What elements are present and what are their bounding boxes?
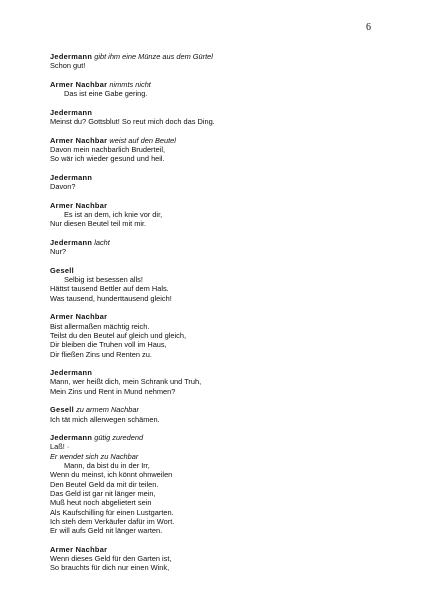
dialogue-block <box>50 238 380 257</box>
dialogue-block <box>50 52 380 71</box>
dialogue-block <box>50 173 380 192</box>
dialogue-block <box>50 136 380 164</box>
verse-line: Schon gut! <box>50 61 86 71</box>
stage-direction: gibt ihm eine Münze aus dem Gürtel <box>94 52 213 61</box>
verse-line: Meinst du? Gottsblut! So reut mich doch das Ding. <box>50 117 215 127</box>
speaker-line <box>50 52 380 61</box>
verse-line: Davon? <box>50 182 76 192</box>
verse-line: Muß heut noch abgelietert sein <box>50 498 152 508</box>
verse-line: Mann, da bist du in der Irr, <box>64 461 150 471</box>
verse-line: Mann, wer heißt dich, mein Schrank und Truh, <box>50 377 202 387</box>
speaker-name: Armer Nachbar <box>50 200 108 210</box>
speaker-name: Armer Nachbar <box>50 79 108 89</box>
speaker-name: Armer Nachbar <box>50 312 108 322</box>
verse-line: Hättst tausend Bettler auf dem Hals. <box>50 284 169 294</box>
dialogue-block <box>50 405 380 424</box>
verse-line: Dir bleiben die Truhen voll im Haus, <box>50 340 167 350</box>
verse-line: Bist allermaßen mächtig reich. <box>50 321 150 331</box>
dialogue-block <box>50 312 380 358</box>
verse-line: Laß! · <box>50 442 70 452</box>
speaker-name: Armer Nachbar <box>50 544 108 554</box>
speaker-name: Jedermann <box>50 368 93 378</box>
verse-line: Nur diesen Beutel teil mit mir. <box>50 219 147 229</box>
dialogue-block <box>50 433 380 535</box>
speaker-name: Jedermann <box>50 433 93 443</box>
verse-line: Es ist an dem, ich knie vor dir, <box>64 210 163 220</box>
verse-line: Mein Zins und Rent in Mund nehmen? <box>50 386 176 396</box>
verse-line: Was tausend, hunderttausend gleich! <box>50 293 172 303</box>
speaker-line <box>50 312 380 321</box>
verse-line: Teilst du den Beutel auf gleich und gleich, <box>50 330 186 340</box>
play-text <box>50 52 380 582</box>
stage-direction: gütig zuredend <box>94 433 144 443</box>
speaker-line <box>50 266 380 275</box>
dialogue-block <box>50 266 380 303</box>
speaker-name: Armer Nachbar <box>50 135 108 145</box>
speaker-line <box>50 405 380 414</box>
verse-line: Nur? <box>50 247 67 257</box>
verse-line: Selbig ist besessen alls! <box>64 275 143 285</box>
stage-direction: lacht <box>94 237 110 247</box>
speaker-line <box>50 238 380 247</box>
stage-direction: zu armem Nachbar <box>76 405 139 415</box>
speaker-line <box>50 173 380 182</box>
speaker-line <box>50 80 380 89</box>
verse-line: Dir fließen Zins und Renten zu. <box>50 349 152 359</box>
speaker-line <box>50 545 380 554</box>
verse-line: Wenn du meinst, ich könnt ohnweilen <box>50 470 173 480</box>
verse-line: Das ist eine Gabe gering. <box>64 89 148 99</box>
stage-direction-line: Er wendet sich zu Nachbar <box>50 451 139 461</box>
speaker-line <box>50 201 380 210</box>
verse-line: Den Beutel Geld da mit dir teilen. <box>50 479 159 489</box>
verse-line: Davon mein nachbarlich Bruderteil, <box>50 144 166 154</box>
stage-direction: weist auf den Beutel <box>109 135 176 145</box>
dialogue-block <box>50 545 380 573</box>
speaker-line <box>50 433 380 442</box>
verse-line: Ich steh dem Verkäufer dafür im Wort. <box>50 516 175 526</box>
speaker-line <box>50 368 380 377</box>
speaker-name: Jedermann <box>50 237 93 247</box>
verse-line: So brauchts für dich nur einen Wink, <box>50 563 170 573</box>
verse-line: Wenn dieses Geld für den Garten ist, <box>50 554 172 564</box>
speaker-name: Gesell <box>50 405 74 415</box>
speaker-name: Gesell <box>50 265 74 275</box>
dialogue-block <box>50 368 380 396</box>
verse-line: Ich tät mich allerwegen schämen. <box>50 414 160 424</box>
verse-line: Als Kaufschilling für einen Lustgarten. <box>50 507 174 517</box>
dialogue-block <box>50 108 380 127</box>
speaker-line <box>50 136 380 145</box>
page-number: 6 <box>366 22 371 33</box>
verse-line: Das Geld ist gar nit länger mein, <box>50 488 156 498</box>
verse-line: So wär ich wieder gesund und heil. <box>50 154 165 164</box>
verse-line: Er will aufs Geld nit länger warten. <box>50 526 163 536</box>
dialogue-block <box>50 80 380 99</box>
speaker-line <box>50 108 380 117</box>
stage-direction: nimmts nicht <box>109 79 151 89</box>
speaker-name: Jedermann <box>50 107 93 117</box>
dialogue-block <box>50 201 380 229</box>
speaker-name: Jedermann <box>50 52 93 61</box>
speaker-name: Jedermann <box>50 172 93 182</box>
